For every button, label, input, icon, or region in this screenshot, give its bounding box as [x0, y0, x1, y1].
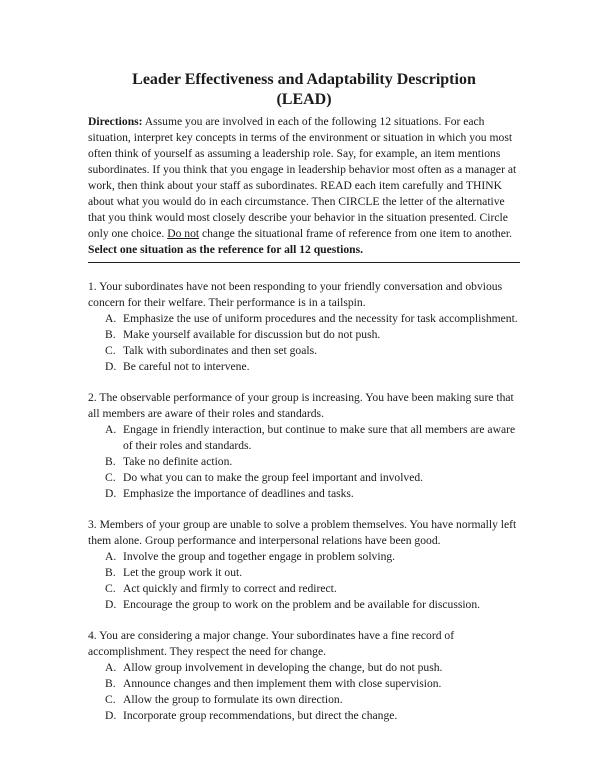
directions-bold-end: Select one situation as the reference for all 12 questions.: [88, 243, 364, 256]
option-text: Take no definite action.: [123, 455, 233, 468]
option-b[interactable]: [88, 454, 520, 470]
document-page: [88, 70, 520, 724]
option-d[interactable]: [88, 486, 520, 502]
option-b[interactable]: [88, 676, 520, 692]
option-list: [88, 422, 520, 502]
directions-underlined: Do not: [167, 227, 200, 240]
title-line-1: Leader Effectiveness and Adaptability Description: [132, 71, 476, 88]
option-c[interactable]: [88, 581, 520, 597]
option-text: Announce changes and then implement them with close supervision.: [123, 677, 442, 690]
option-c[interactable]: [88, 470, 520, 486]
option-text: Emphasize the use of uniform procedures and the necessity for task accomplishment.: [123, 312, 518, 325]
option-text: Incorporate group recommendations, but direct the change.: [123, 709, 398, 722]
option-text: Allow group involvement in developing the change, but do not push.: [123, 661, 443, 674]
option-text: Involve the group and together engage in problem solving.: [123, 550, 396, 563]
option-letter: D.: [105, 598, 117, 611]
option-text: Talk with subordinates and then set goals.: [123, 344, 317, 357]
option-letter: A.: [105, 423, 117, 436]
option-letter: C.: [105, 471, 116, 484]
option-d[interactable]: [88, 708, 520, 724]
option-a[interactable]: [88, 422, 520, 454]
option-letter: D.: [105, 709, 117, 722]
question-3: [88, 517, 520, 613]
option-text: Do what you can to make the group feel important and involved.: [123, 471, 424, 484]
option-text: Allow the group to formulate its own direction.: [123, 693, 343, 706]
option-letter: C.: [105, 344, 116, 357]
question-stem: 1. Your subordinates have not been responding to your friendly conversation and obvious concern for their welfare. Their performance is in a tailspin.: [88, 280, 503, 309]
option-text: Emphasize the importance of deadlines and tasks.: [123, 487, 354, 500]
directions-label: Directions:: [88, 115, 143, 128]
option-list: [88, 311, 520, 375]
option-letter: A.: [105, 312, 117, 325]
option-letter: A.: [105, 661, 117, 674]
option-letter: C.: [105, 693, 116, 706]
option-a[interactable]: [88, 549, 520, 565]
title-line-2: (LEAD): [276, 91, 332, 108]
question-stem: 3. Members of your group are unable to solve a problem themselves. You have normally left them alone. Group performance and interpersonal relations have been good.: [88, 518, 517, 547]
option-letter: D.: [105, 360, 117, 373]
option-text: Engage in friendly interaction, but continue to make sure that all members are aware of their roles and standards.: [123, 423, 516, 452]
document-title: [88, 70, 520, 110]
question-stem: 2. The observable performance of your group is increasing. You have been making sure that all members are aware of their roles and standards.: [88, 391, 514, 420]
option-a[interactable]: [88, 660, 520, 676]
option-letter: D.: [105, 487, 117, 500]
option-list: [88, 660, 520, 724]
divider-rule: [88, 262, 520, 263]
option-b[interactable]: [88, 327, 520, 343]
option-b[interactable]: [88, 565, 520, 581]
directions-paragraph: [88, 114, 520, 258]
option-letter: B.: [105, 455, 116, 468]
option-letter: B.: [105, 566, 116, 579]
option-d[interactable]: [88, 359, 520, 375]
option-d[interactable]: [88, 597, 520, 613]
option-text: Make yourself available for discussion but do not push.: [123, 328, 381, 341]
option-letter: B.: [105, 328, 116, 341]
option-letter: B.: [105, 677, 116, 690]
option-text: Act quickly and firmly to correct and redirect.: [123, 582, 337, 595]
option-list: [88, 549, 520, 613]
directions-text-1: Assume you are involved in each of the following 12 situations. For each situation, interpret key concepts in terms of the environment or situation in which you most often think of yourself as assuming a leadership role. Say, for example, an item mentions subordinates. If you think that you engage in leadership behavior most often as a manager at work, then think about your staff as subordinates. READ each item carefully and THINK about what you would do in each circumstance. Then CIRCLE the letter of the alternative that you think would most closely describe your behavior in the situation presented. Circle only one choice.: [88, 115, 517, 240]
directions-text-2: change the situational frame of reference from one item to another.: [199, 227, 512, 240]
question-4: [88, 628, 520, 724]
question-2: [88, 390, 520, 502]
option-c[interactable]: [88, 692, 520, 708]
option-text: Encourage the group to work on the problem and be available for discussion.: [123, 598, 481, 611]
option-letter: C.: [105, 582, 116, 595]
question-stem: 4. You are considering a major change. Your subordinates have a fine record of accomplishment. They respect the need for change.: [88, 629, 455, 658]
question-1: [88, 279, 520, 375]
option-a[interactable]: [88, 311, 520, 327]
option-c[interactable]: [88, 343, 520, 359]
option-text: Let the group work it out.: [123, 566, 243, 579]
option-letter: A.: [105, 550, 117, 563]
option-text: Be careful not to intervene.: [123, 360, 250, 373]
